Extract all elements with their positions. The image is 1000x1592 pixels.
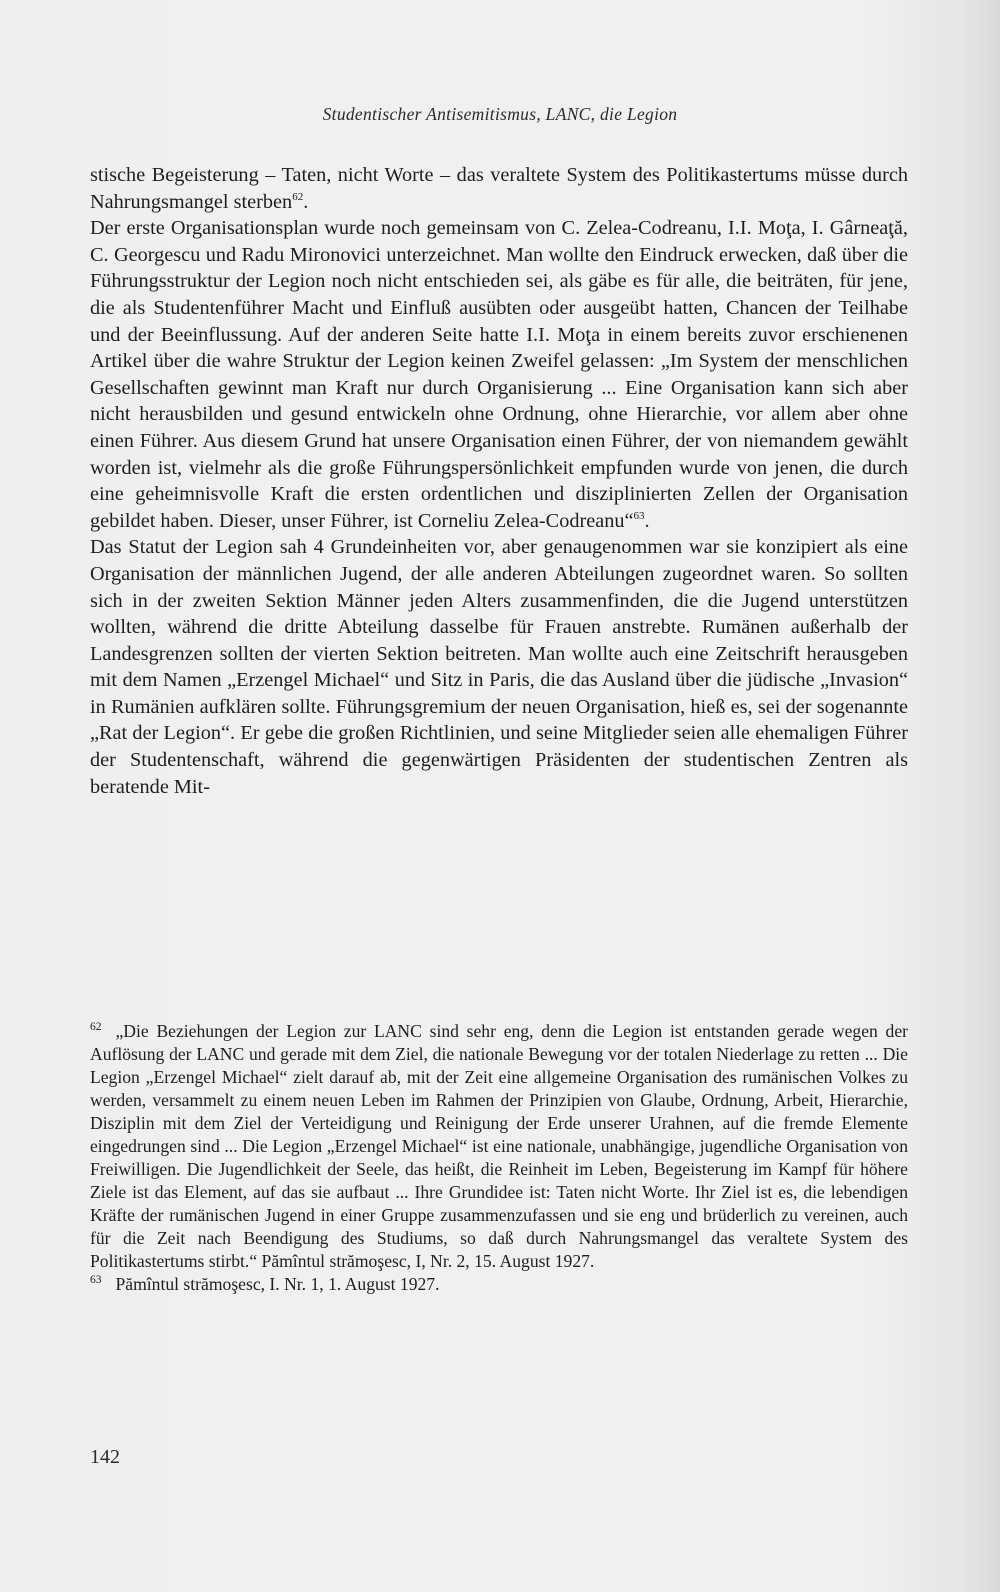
paragraph-1-text: stische Begeisterung – Taten, nicht Worte – das veraltete System des Politikastertums müsse durch Nahrungsmangel sterben xyxy=(90,164,908,213)
paragraph-2-end: . xyxy=(644,509,650,532)
footnote-62-number: 62 xyxy=(90,1021,102,1034)
paragraph-2 xyxy=(90,215,908,534)
footnote-62 xyxy=(90,1020,908,1273)
paragraph-2-text: Der erste Organisationsplan wurde noch gemeinsam von C. Zelea-Codreanu, I.I. Moţa, I. Gârneaţă, C. Georgescu und Radu Mironovici unterzeichnet. Man wollte den Eindruck erwecken, daß über die Führungsstruktur der Legion noch nicht entschieden sei, als gäbe es für alle, die beiträten, für jene, die als Studentenführer Macht und Einfluß ausübten oder ausgeübt hatten, Chancen der Teilhabe und der Beeinflussung. Auf der anderen Seite hatte I.I. Moţa in einem bereits zuvor erschienenen Artikel über die wahre Struktur der Legion keinen Zweifel gelassen: „Im System der menschlichen Gesellschaften gewinnt man Kraft nur durch Organisierung ... Eine Organisation kann sich aber nicht herausbilden und gesund entwickeln ohne Ordnung, ohne Hierarchie, vor allem aber ohne einen Führer. Aus diesem Grund hat unsere Organisation einen Führer, der von niemandem gewählt worden ist, vielmehr als die große Führungspersönlichkeit empfunden wurde von jenen, die durch eine geheimnisvolle Kraft die ersten ordentlichen und disziplinierten Zellen der Organisation gebildet haben. Dieser, unser Führer, ist Corneliu Zelea-Codreanu“ xyxy=(90,217,908,532)
footnotes xyxy=(90,1020,908,1296)
paragraph-3: Das Statut der Legion sah 4 Grundeinheiten vor, aber genaugenommen war sie konzipiert als eine Organisation der männlichen Jugend, der alle anderen Abteilungen zugeordnet waren. So sollten sich in der zweiten Sektion Männer jeden Alters zusammenfinden, die die Jugend unterstützen wollten, während die dritte Abteilung dasselbe für Frauen anstrebte. Rumänen außerhalb der Landesgrenzen sollten der vierten Sektion beitreten. Man wollte auch eine Zeitschrift herausgeben mit dem Namen „Erzengel Michael“ und Sitz in Paris, die das Ausland über die jüdische „Invasion“ in Rumänien aufklären sollte. Führungsgremium der neuen Organisation, hieß es, sei der sogenannte „Rat der Legion“. Er gebe die großen Richtlinien, und seine Mitglieder seien alle ehemaligen Führer der Studentenschaft, während die gegenwärtigen Präsidenten der studentischen Zentren als beratende Mit- xyxy=(90,536,908,798)
footnote-62-text: „Die Beziehungen der Legion zur LANC sind sehr eng, denn die Legion ist entstanden gerade wegen der Auflösung der LANC und gerade mit dem Ziel, die nationale Bewegung vor der totalen Niederlage zu retten ... Die Legion „Erzengel Michael“ zielt darauf ab, mit der Zeit eine allgemeine Organisation des rumänischen Volkes zu werden, versammelt zu einem neuen Leben im Rahmen der Prinzipien von Glaube, Ordnung, Arbeit, Hierarchie, Disziplin mit dem Ziel der Verteidigung und Reinigung der Erde unserer Urahnen, auf die fremde Elemente eingedrungen sind ... Die Legion „Erzengel Michael“ ist eine nationale, unabhängige, jugendliche Organisation von Freiwilligen. Die Jugendlichkeit der Seele, das heißt, die Reinheit im Leben, Begeisterung im Kampf für höhere Ziele ist das Element, auf das sie aufbaut ... Ihre Grundidee ist: Taten nicht Worte. Ihr Ziel ist es, die lebendigen Kräfte der rumänischen Jugend in einer Gruppe zusammenzufassen und sie eng und brüderlich zu vereinen, auch für die Zeit nach Beendigung des Studiums, so daß durch Nahrungsmangel das veraltete System des Politikastertums stirbt.“ Pămîntul strămoşesc, I, Nr. 2, 15. August 1927. xyxy=(90,1021,908,1271)
paragraph-1 xyxy=(90,162,908,215)
footnote-63-number: 63 xyxy=(90,1274,102,1287)
footnote-63-text: Pămîntul strămoşesc, I. Nr. 1, 1. August 1927. xyxy=(115,1274,440,1294)
running-header: Studentischer Antisemitismus, LANC, die Legion xyxy=(322,104,678,124)
page-number: 142 xyxy=(90,1446,120,1468)
footnote-ref-62[interactable]: 62 xyxy=(292,190,304,203)
main-text xyxy=(90,162,908,800)
paragraph-1-end: . xyxy=(303,190,309,213)
footnote-63 xyxy=(90,1273,908,1296)
footnote-ref-63[interactable]: 63 xyxy=(633,509,645,522)
